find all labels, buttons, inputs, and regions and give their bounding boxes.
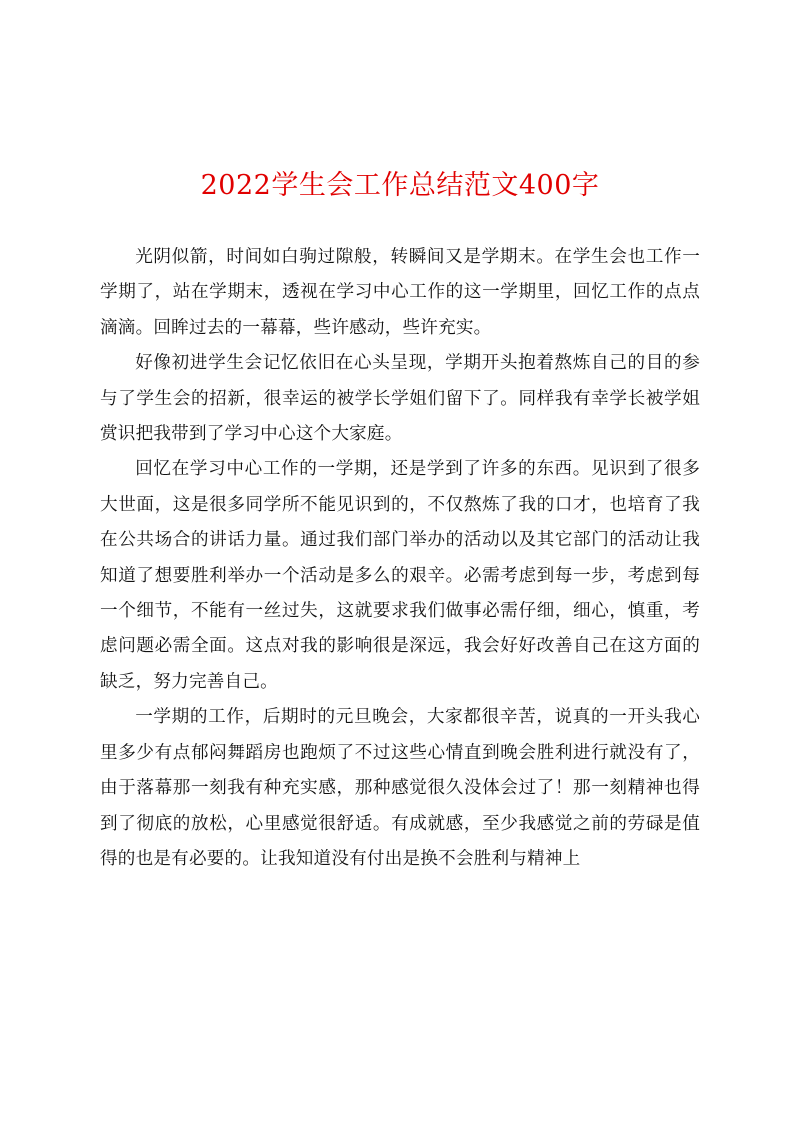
paragraph: 一学期的工作，后期时的元旦晚会，大家都很辛苦，说真的一开头我心里多少有点郁闷舞蹈房也跑烦了不过这些心情直到晚会胜利进行就没有了，由于落幕那一刻我有种充实感，那种感觉很久没体会过了！那一刻精神也得到了彻底的放松，心里感觉很舒适。有成就感，至少我感觉之前的劳碌是值得的也是有必要的。让我知道没有付出是换不会胜利与精神上 [100, 707, 700, 869]
document-body [100, 240, 700, 877]
paragraph: 光阴似箭，时间如白驹过隙般，转瞬间又是学期末。在学生会也工作一学期了，站在学期末，透视在学习中心工作的这一学期里，回忆工作的点点滴滴。回眸过去的一幕幕，些许感动，些许充实。 [100, 247, 700, 338]
document-title: 2022学生会工作总结范文400字 [200, 170, 600, 201]
paragraph: 回忆在学习中心工作的一学期，还是学到了许多的东西。见识到了很多大世面，这是很多同学所不能见识到的，不仅熬炼了我的口才，也培育了我在公共场合的讲话力量。通过我们部门举办的活动以及其它部门的活动让我知道了想要胜利举办一个活动是多么的艰辛。必需考虑到每一步，考虑到每一个细节，不能有一丝过失，这就要求我们做事必需仔细，细心，慎重，考虑问题必需全面。这点对我的影响很是深远，我会好好改善自己在这方面的缺乏，努力完善自己。 [100, 459, 700, 692]
paragraph: 好像初进学生会记忆依旧在心头呈现，学期开头抱着熬炼自己的目的参与了学生会的招新，很幸运的被学长学姐们留下了。同样我有幸学长被学姐赏识把我带到了学习中心这个大家庭。 [100, 353, 700, 445]
